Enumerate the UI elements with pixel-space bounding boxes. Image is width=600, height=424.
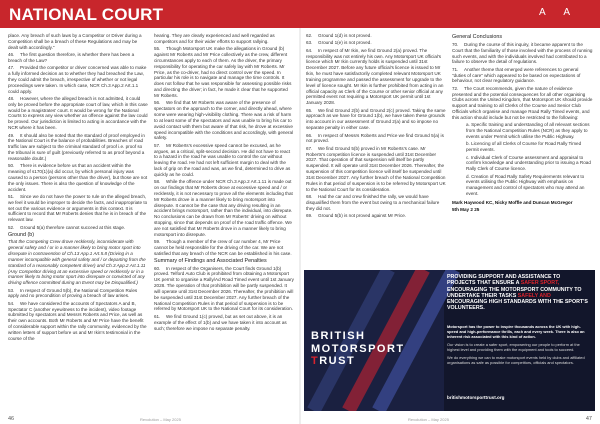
paragraph-number: 63. [306, 40, 313, 46]
advert-headline: PROVIDING SUPPORT AND ASSISTANCE TO PROJECTS THAT ENSURE A SAFER SPORT, ENCOURAGING THE MOTORSPORT COMMUNITY TO UNDERTAKE THEIR TASKS SAFELY AND ENCOURAGING HIGH STANDARDS WITH THE SPORT'S VOLUNTEERS. [447, 274, 588, 312]
advert-logo-panel [304, 270, 444, 411]
paragraph-number: 53. [8, 287, 15, 293]
paragraph-number: 58. [154, 179, 161, 185]
paragraph-number: 57. [154, 142, 161, 148]
paragraph-number: 68. [306, 193, 313, 199]
paragraph-text: Though a member of the crew of car number 4, Mr Price cannot be held responsible for the driving of the car. We are not satisfied that any breach of the NCR can be established in his case. [154, 239, 292, 256]
paragraph [8, 225, 148, 231]
left-page-number: 46 [8, 416, 15, 422]
paragraph [306, 133, 446, 145]
trust-logo-line-1: BRITISH [311, 330, 366, 342]
paragraph [154, 266, 294, 313]
summary-heading: Summary of Findings and Associated Penalties [154, 257, 267, 264]
paragraph-text: It should also be noted that the standard of proof employed in the National Court is the balance of probabilities. Breaches of road traffic law are subject to the criminal standard of proof i.e. proof so the tribunal is sure of guilt (previously referred to as proof beyond a reasonable doubt.) [8, 132, 145, 161]
conclusion-list-item: b. Licencing of all Clerks of Course for Road Rally Timed permit events. [466, 141, 582, 153]
conclusion-list-item: a. Specific training and understanding of all relevant sections from the National Competition Rules (NCR) as they apply to events under Permit which utilise the Public Highway. [466, 122, 590, 139]
paragraph [452, 42, 593, 65]
paragraph-text: The first question therefore, is whether there has been a breach of the Law? [8, 52, 135, 63]
paragraph [306, 40, 446, 46]
paragraph-text: place. Any breach of such laws by a Competitor or Driver during a Competition shall be a breach of these Regulations and may be dealt with accordingly." [8, 33, 142, 50]
paragraph [154, 100, 294, 141]
paragraph-text: hearing. They are clearly experienced and well regarded as competitors and for their wider efforts to support rallying. [154, 33, 275, 44]
column-2 [154, 33, 294, 333]
section-title: NATIONAL COURT [9, 5, 164, 24]
paragraph [154, 239, 294, 257]
paragraph-number: 56. [154, 100, 161, 106]
paragraph [452, 67, 593, 85]
paragraph-text: Had the car and crew finished the rally, we would have disqualified them from the event but owing to a mechanical failure they did not. [306, 193, 440, 211]
paragraph [154, 314, 294, 332]
paragraph-number: 65. [306, 107, 313, 113]
paragraph-text: Ground 1(e) is not proved. [318, 40, 372, 46]
trust-logo-line-2: MOTORSPORT TRUST [311, 343, 405, 367]
paragraph-text: Ground 5(b) is not proved against Mr Price. [318, 212, 407, 218]
font-size-controls[interactable]: A A [538, 7, 578, 18]
paragraph [8, 163, 148, 192]
paragraph-number: 70. [452, 41, 459, 47]
paragraph-text: Provided the competitor or driver concerned was able to make a fully informed decision as to whether they had breached the Law, they could admit the breach, irrespective of whether or not legal proceedings were taken. In which case, NCR Ch.3 App.2 Art.1.1 could apply. [8, 65, 147, 94]
advert-body-p2: Our vision is to create a safer sport, empowering our people to perform at the highest level and providing them with the equipment and tools to succeed. [447, 342, 580, 352]
paragraph [306, 108, 446, 131]
paragraph-text: Though Motorsport UK make the allegations in Ground (b) against Mr Roberts and Mr Price collectively as the crew, different circumstances apply to each of them. As the driver, the primary responsibility for operating the car safely lay with Mr Roberts. Mr Price, as the co-driver, had no direct control over the speed. In particular his role is to navigate and manage the time controls. It does not follow that he was responsible for assessing possible risks and directing the driver; in fact, he made it clear that he supported Mr Roberts. [154, 46, 292, 98]
paragraph-text: While the offence under NCR Ch.3 App.2 Art.1.11 is made out on our findings that Mr Roberts drove at excessive speed and / or recklessly, it is not necessary to prove all the elements including that Mr Roberts drove in a manner likely to bring motorsport into disrepute. It cannot be the case that any driving resulting in an accident brings motorsport, rather than the individual, into disrepute. No conclusions can be drawn from Mr Roberts' driving on without stopping, since that depends on proof of the road traffic offence. We are not satisfied that Mr Roberts drove in a manner likely to bring motorsport into disrepute. [154, 179, 293, 237]
paragraph-text: Ground 5(a) therefore cannot succeed at this stage. [20, 224, 126, 230]
paragraph-text: During the course of this inquiry, it became apparent to the Court that the familiarity of those involved with the process of running such events, and with the individuals involved had contributed to a failure to observe the detail of regulations. [452, 41, 593, 65]
advert-body [447, 324, 589, 368]
section-banner [0, 0, 600, 28]
paragraph [8, 133, 148, 162]
paragraph-number: 66. [306, 132, 313, 138]
paragraph-text: We have considered the accounts of Spectators A and B, Spectator C (another eyewitness to the incident), video footage submitted by spectators and Messrs Roberts and Price, as well as their own accounts. Both Mr Roberts and Mr Price have the benefit of considerable support within the rally community, evidenced by the written letters of support before us and Mr Ikin's testimonial in the course of the [8, 300, 147, 341]
paragraph-number: 50. [8, 163, 15, 169]
general-conclusions-heading: General Conclusions [452, 34, 503, 40]
ground-b-text: That the Competing Crew drove recklessly, inconsiderate with general safety and / or in a manner likely to bring motor sport into disrepute in contravention of Ch.13 App.1 Art.5.8 (Driving in a manner incompatible with general safety and / or departing from the standard of a reasonably competent driver) and Ch.3 App.2 Art.1.11 (Any Competitor driving at an excessive speed or recklessly or in a manner likely to bring motor sport into disrepute or convicted of any driving offence committed during an Event may be Disqualified.) [8, 239, 146, 286]
column-4 [452, 33, 593, 215]
paragraph-number: 46. [8, 52, 15, 58]
paragraph-number: 71. [452, 66, 459, 72]
paragraph [8, 288, 148, 300]
paragraph-number: 51. [8, 193, 15, 199]
paragraph-number: 64. [306, 47, 313, 53]
paragraph-text: We find Ground 2(b) and Ground 2(c) proved. Taking the same approach as we have for Ground 1(b), we have taken these grounds into account in our assessment of Ground 2(a) and so impose no separate penalty in either case. [306, 107, 446, 131]
paragraph [8, 96, 148, 131]
paragraph-number: 47. [8, 65, 15, 71]
paragraph-number: 67. [306, 145, 313, 151]
paragraph-number: 62. [306, 33, 313, 38]
paragraph [8, 52, 148, 64]
paragraph-text: In respect of Ground 5(b), the National Competition Rules apply and no precondition of proving a breach of law arises. [8, 287, 138, 299]
paragraph-number: 69. [306, 212, 313, 218]
paragraph-text: We find Ground 1(c) proved, but as set out above, it is an example of the effect of 1(b) and we have taken it into account as such; therefore we impose no separate penalty. [154, 313, 287, 331]
right-page-number: 47 [585, 416, 592, 422]
paragraph [306, 194, 446, 212]
paragraph-text: Since we do not have the power to rule on the alleged breach, we feel it would be improper to decide the facts, and inappropriate to set out the various evidence or arguments in this context. It is sufficient to record that Mr Roberts denies that he is in breach of the relevant law. [8, 193, 148, 223]
paragraph-text: Ground 1(d) is not proved. [318, 33, 372, 38]
column-3 [306, 33, 446, 220]
paragraph-text: In respect of Mr Ikin, we find Ground 2(a) proved. The responsibility was not entirely his own. Any Motorsport UK official's licence which Mr Ikin currently holds is suspended until 31st December 2027. Before any future official's licence is issued to Mr Ikin, he must have satisfactorily completed relevant Motorsport UK training programme and passed the assessment for upgrade to the level of licence sought. Mr Ikin is further prohibited from acting in an official capacity as Clerk of the Course or other senior official at any permitted event not requiring a Motorsport UK permit until 1st January 2028. [306, 47, 444, 106]
page-gutter [299, 28, 301, 424]
paragraph-text: There is evidence before us that an accident within the meaning of s170(1)(a) did occur, by which personal injury was caused to a person (persons other than the driver), but those are not the only issues. There is also the question of knowledge of the accident. [8, 163, 148, 192]
left-issue-label: Revolution – May 2025 [140, 417, 181, 422]
motorsport-trust-advert [304, 270, 595, 411]
paragraph [306, 213, 446, 219]
paragraph-number: 61. [154, 313, 161, 319]
ground-b-heading: Ground (b) [8, 231, 35, 238]
paragraph [154, 46, 294, 99]
paragraph-text: We find Ground 5(b) proved in Mr Roberts's case. Mr Roberts's competition licence is suspended until 31st December 2027. That operation of that suspension will itself be partly suspended. It will operate until 31st December 2026. Thereafter, the suspension of this competition licence will itself be suspended until 31st December 2027. Any further breach of the National Competition Rules in that period of suspension is to be referred by Motorsport UK to the National Court for its consideration. [306, 145, 446, 192]
paragraph [452, 86, 593, 121]
advert-body-p1: Motorsport has the power to inspire thousands across the UK with high-speed and high-performance thrills, each and every week. There is also an inherent risk associated with this kind of action. [447, 324, 585, 339]
paragraph [8, 65, 148, 94]
conclusion-list-item: d. Creation of Road Rally Safety Requirements relevant to events utilising the Public Highway with emphasis on management and control of spectators who may attend an event. [466, 173, 585, 197]
paragraph [154, 143, 294, 178]
right-issue-label: Revolution – May 2025 [408, 417, 449, 422]
paragraph-number: 60. [154, 265, 161, 271]
paragraph-text: The Court recommends, given the nature of evidence presented and the potential consequences for all other organising Clubs across the United Kingdom, that Motorsport UK should provide support and training to all Clerks of the Course and Senior Club Officials which organise and manage Road Rally Timed events, and this action should include but not be restricted to the following: [452, 85, 593, 120]
paragraph-text: However, where the alleged breach is not admitted, it could only be proved before the appropriate court of law, which in this case would be a magistrates' court. It would be wrong for the National Courts to express any view whether an offence against the law could be proved. Our jurisdiction is limited to acting in accordance with the NCR where it has been. [8, 95, 148, 131]
paragraph [306, 33, 446, 39]
paragraph [8, 33, 148, 51]
paragraph-number: 72. [452, 85, 459, 91]
paragraph-text: Another theme that emerged were references to general "duties of care" which appeared to be based on expectations of behaviour, not clear regulatory guidance. [452, 66, 581, 84]
paragraph-text: We find that Mr Roberts was aware of the presence of spectators on the approach to the corner, and directly ahead, where some were wearing high-visibility clothing. There was a risk of harm to at least some of the spectators and was unable to bring his car to avoid contact with them but aware of that risk, he drove at excessive speed incompatible with the conditions and accordingly, with general safety. [154, 100, 294, 141]
paragraph-text: In respect of the Organisers, the Court finds Ground 1(b) proved. Telford Auto Club is prohibited from obtaining a Motorsport UK permit to organise a Rally/Ad Road Timed event until 1st January 2028. The operation of that prohibition will be partly suspended. It will operate until 31st December 2026. Thereafter, the prohibition will be suspended until 31st December 2027. Any further breach of the National Competition Rules in that period of suspension is to be referred by Motorsport UK to the National Court for its consideration. [154, 265, 294, 312]
signature-date: 5th May 2 25 [452, 207, 480, 213]
signature-names: Mark Haywood KC, Nicky Moffle and Duncan McGregor [452, 199, 573, 205]
paragraph [154, 33, 294, 45]
advert-url[interactable]: britishmotorsporttrust.org [447, 395, 505, 400]
advert-body-p3: We do everything we can to make motorsport events held by clubs and affiliated organisations as safe as possible for competitors, officials and spectators. [447, 355, 585, 365]
paragraph [154, 179, 294, 237]
paragraph-number: 59. [154, 239, 161, 245]
paragraph-number: 48. [8, 95, 15, 101]
paragraph [8, 194, 148, 223]
paragraph-text: Mr Roberts's excessive speed cannot be excused, as he argues, as a critical, split-second decision. He did not have to react to a hazard in the road he was unable to control the car without leaving the road. He had not left sufficient margin to deal with the lack of grip on the road and was, as we find, determined to drive as quickly as he could. [154, 142, 291, 177]
paragraph-number: 52. [8, 224, 15, 230]
paragraph [306, 48, 446, 106]
paragraph-number: 54. [8, 300, 15, 306]
paragraph [306, 146, 446, 193]
paragraph-number: 55. [154, 46, 161, 52]
paragraph [8, 301, 148, 342]
column-1 [8, 33, 148, 343]
paragraph-number: 49. [8, 132, 15, 138]
conclusion-list-item: c. Individual Clerk of Course assessment and appraisal to confirm knowledge and understanding prior to issuing a Road Rally Clerk of Course licence. [466, 154, 591, 172]
paragraph-text: In respect of Messrs Roberts and Price we find Ground 5(a) is not proved. [306, 132, 444, 144]
